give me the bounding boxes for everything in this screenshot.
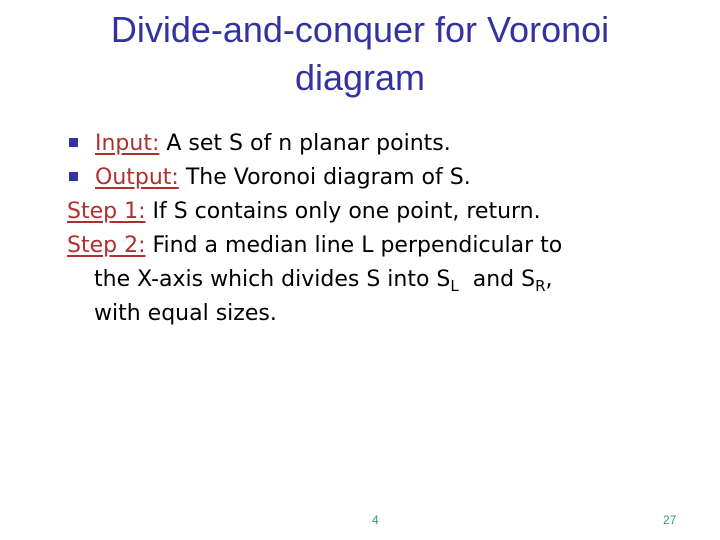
- step-2: [67, 229, 687, 263]
- slide-body: [67, 127, 687, 331]
- slide-title: [40, 6, 680, 102]
- slide-title-line-2: diagram: [294, 57, 426, 98]
- subscript-r: R: [535, 277, 546, 295]
- subscript-l: L: [450, 277, 459, 295]
- step-2-text: Find a median line L perpendicular to: [145, 233, 563, 258]
- footer-page-number: 4: [372, 513, 379, 527]
- input-label: Input:: [95, 131, 160, 156]
- bullet-output: [67, 161, 687, 195]
- output-label: Output:: [95, 165, 179, 190]
- input-text: A set S of n planar points.: [159, 131, 451, 156]
- step-2-cont-text-3: ,: [545, 267, 553, 292]
- square-bullet-icon: [69, 172, 78, 181]
- step-2-continuation: [67, 263, 687, 297]
- slide-title-line-1: Divide-and-conquer for Voronoi: [110, 9, 610, 50]
- square-bullet-icon: [69, 138, 78, 147]
- step-1-text: If S contains only one point, return.: [145, 199, 541, 224]
- step-2-cont-text-2: and S: [458, 267, 536, 292]
- footer-slide-number: 27: [663, 513, 677, 527]
- step-1-label: Step 1:: [67, 199, 146, 224]
- step-2-line-3: with equal sizes.: [94, 301, 277, 326]
- bullet-input: [67, 127, 687, 161]
- step-1: [67, 195, 687, 229]
- output-text: The Voronoi diagram of S.: [178, 165, 471, 190]
- step-2-label: Step 2:: [67, 233, 146, 258]
- step-2-cont-text-1: the X-axis which divides S into S: [94, 267, 451, 292]
